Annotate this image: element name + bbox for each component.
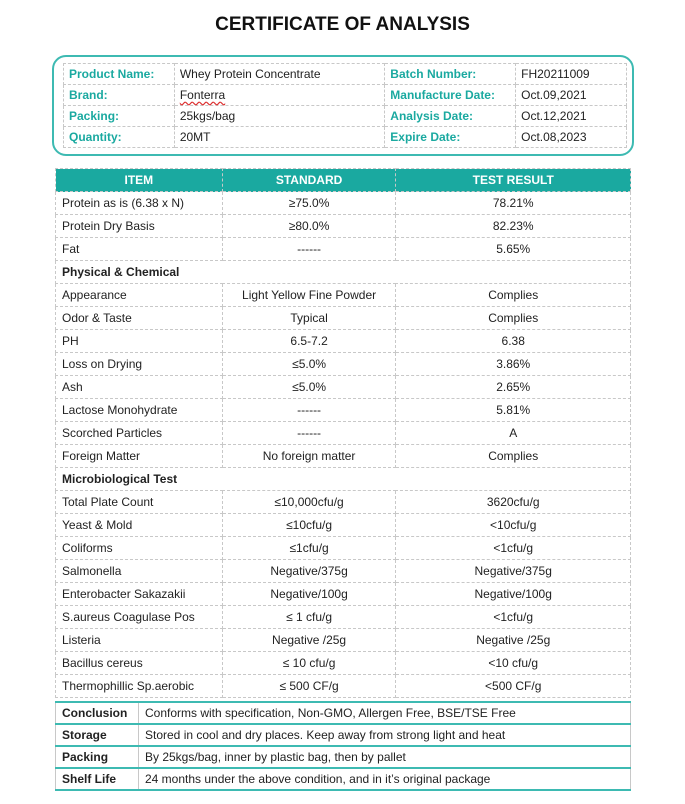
standard-cell: ------ — [222, 238, 396, 261]
table-row — [56, 606, 631, 629]
summary-row — [56, 724, 631, 746]
result-cell: 82.23% — [396, 215, 631, 238]
section-header-row — [56, 261, 631, 284]
summary-label: Shelf Life — [56, 768, 139, 790]
standard-cell: ≤5.0% — [222, 376, 396, 399]
result-cell: <500 CF/g — [396, 675, 631, 698]
item-cell: Foreign Matter — [56, 445, 223, 468]
result-cell: 78.21% — [396, 192, 631, 215]
info-value: Fonterra — [174, 85, 384, 106]
standard-cell: ≥80.0% — [222, 215, 396, 238]
section-header-row — [56, 468, 631, 491]
info-label: Manufacture Date: — [385, 85, 516, 106]
summary-value: By 25kgs/bag, inner by plastic bag, then by pallet — [139, 746, 631, 768]
item-cell: Yeast & Mold — [56, 514, 223, 537]
table-row — [56, 307, 631, 330]
table-row — [56, 192, 631, 215]
result-cell: Complies — [396, 445, 631, 468]
column-header-item: ITEM — [56, 169, 223, 192]
item-cell: Scorched Particles — [56, 422, 223, 445]
info-label: Quantity: — [64, 127, 175, 148]
item-cell: Salmonella — [56, 560, 223, 583]
standard-cell: Negative/375g — [222, 560, 396, 583]
info-label: Brand: — [64, 85, 175, 106]
table-row — [56, 629, 631, 652]
info-row — [64, 85, 627, 106]
section-title: Physical & Chemical — [56, 261, 631, 284]
standard-cell: ------ — [222, 422, 396, 445]
standard-cell: ≤5.0% — [222, 353, 396, 376]
item-cell: Protein as is (6.38 x N) — [56, 192, 223, 215]
info-label: Analysis Date: — [385, 106, 516, 127]
page-title: CERTIFICATE OF ANALYSIS — [215, 14, 470, 35]
info-value: Oct.08,2023 — [516, 127, 627, 148]
summary-label: Storage — [56, 724, 139, 746]
item-cell: Listeria — [56, 629, 223, 652]
result-cell: <10cfu/g — [396, 514, 631, 537]
item-cell: PH — [56, 330, 223, 353]
item-cell: S.aureus Coagulase Pos — [56, 606, 223, 629]
table-row — [56, 422, 631, 445]
table-row — [56, 330, 631, 353]
table-row — [56, 583, 631, 606]
result-cell: A — [396, 422, 631, 445]
summary-value: Conforms with specification, Non-GMO, Allergen Free, BSE/TSE Free — [139, 702, 631, 724]
item-cell: Total Plate Count — [56, 491, 223, 514]
standard-cell: Negative /25g — [222, 629, 396, 652]
table-row — [56, 652, 631, 675]
info-value: Oct.09,2021 — [516, 85, 627, 106]
standard-cell: Negative/100g — [222, 583, 396, 606]
item-cell: Ash — [56, 376, 223, 399]
info-label: Expire Date: — [385, 127, 516, 148]
result-cell: 3.86% — [396, 353, 631, 376]
item-cell: Appearance — [56, 284, 223, 307]
result-cell: 5.81% — [396, 399, 631, 422]
summary-row — [56, 768, 631, 790]
section-title: Microbiological Test — [56, 468, 631, 491]
standard-cell: ------ — [222, 399, 396, 422]
item-cell: Enterobacter Sakazakii — [56, 583, 223, 606]
standard-cell: ≥75.0% — [222, 192, 396, 215]
table-row — [56, 238, 631, 261]
product-info-table — [63, 63, 627, 148]
result-cell: <1cfu/g — [396, 537, 631, 560]
table-row — [56, 353, 631, 376]
table-row — [56, 376, 631, 399]
standard-cell: Light Yellow Fine Powder — [222, 284, 396, 307]
standard-cell: Typical — [222, 307, 396, 330]
summary-value: 24 months under the above condition, and in it’s original package — [139, 768, 631, 790]
summary-table — [55, 701, 631, 791]
summary-row — [56, 746, 631, 768]
result-cell: Negative/100g — [396, 583, 631, 606]
table-row — [56, 560, 631, 583]
table-header-row — [56, 169, 631, 192]
table-row — [56, 445, 631, 468]
info-label: Product Name: — [64, 64, 175, 85]
standard-cell: ≤ 1 cfu/g — [222, 606, 396, 629]
table-row — [56, 491, 631, 514]
standard-cell: 6.5-7.2 — [222, 330, 396, 353]
item-cell: Loss on Drying — [56, 353, 223, 376]
table-row — [56, 399, 631, 422]
standard-cell: ≤ 500 CF/g — [222, 675, 396, 698]
table-row — [56, 675, 631, 698]
info-value: 25kgs/bag — [174, 106, 384, 127]
info-value: Oct.12,2021 — [516, 106, 627, 127]
table-row — [56, 514, 631, 537]
result-cell: 3620cfu/g — [396, 491, 631, 514]
info-value: Whey Protein Concentrate — [174, 64, 384, 85]
result-cell: Negative /25g — [396, 629, 631, 652]
standard-cell: ≤1cfu/g — [222, 537, 396, 560]
item-cell: Odor & Taste — [56, 307, 223, 330]
item-cell: Coliforms — [56, 537, 223, 560]
item-cell: Bacillus cereus — [56, 652, 223, 675]
column-header-test-result: TEST RESULT — [396, 169, 631, 192]
item-cell: Lactose Monohydrate — [56, 399, 223, 422]
item-cell: Protein Dry Basis — [56, 215, 223, 238]
product-info-box — [52, 55, 634, 156]
summary-row — [56, 702, 631, 724]
info-label: Batch Number: — [385, 64, 516, 85]
standard-cell: No foreign matter — [222, 445, 396, 468]
info-row — [64, 127, 627, 148]
result-cell: <10 cfu/g — [396, 652, 631, 675]
item-cell: Thermophillic Sp.aerobic — [56, 675, 223, 698]
standard-cell: ≤10cfu/g — [222, 514, 396, 537]
info-value: 20MT — [174, 127, 384, 148]
result-cell: 6.38 — [396, 330, 631, 353]
result-cell: Complies — [396, 307, 631, 330]
info-label: Packing: — [64, 106, 175, 127]
result-cell: Negative/375g — [396, 560, 631, 583]
result-cell: Complies — [396, 284, 631, 307]
table-row — [56, 215, 631, 238]
info-value: FH20211009 — [516, 64, 627, 85]
result-cell: <1cfu/g — [396, 606, 631, 629]
summary-label: Packing — [56, 746, 139, 768]
analysis-table — [55, 168, 631, 698]
summary-label: Conclusion — [56, 702, 139, 724]
result-cell: 2.65% — [396, 376, 631, 399]
table-row — [56, 537, 631, 560]
summary-value: Stored in cool and dry places. Keep away from strong light and heat — [139, 724, 631, 746]
result-cell: 5.65% — [396, 238, 631, 261]
info-row — [64, 64, 627, 85]
standard-cell: ≤10,000cfu/g — [222, 491, 396, 514]
standard-cell: ≤ 10 cfu/g — [222, 652, 396, 675]
info-row — [64, 106, 627, 127]
column-header-standard: STANDARD — [222, 169, 396, 192]
table-row — [56, 284, 631, 307]
item-cell: Fat — [56, 238, 223, 261]
